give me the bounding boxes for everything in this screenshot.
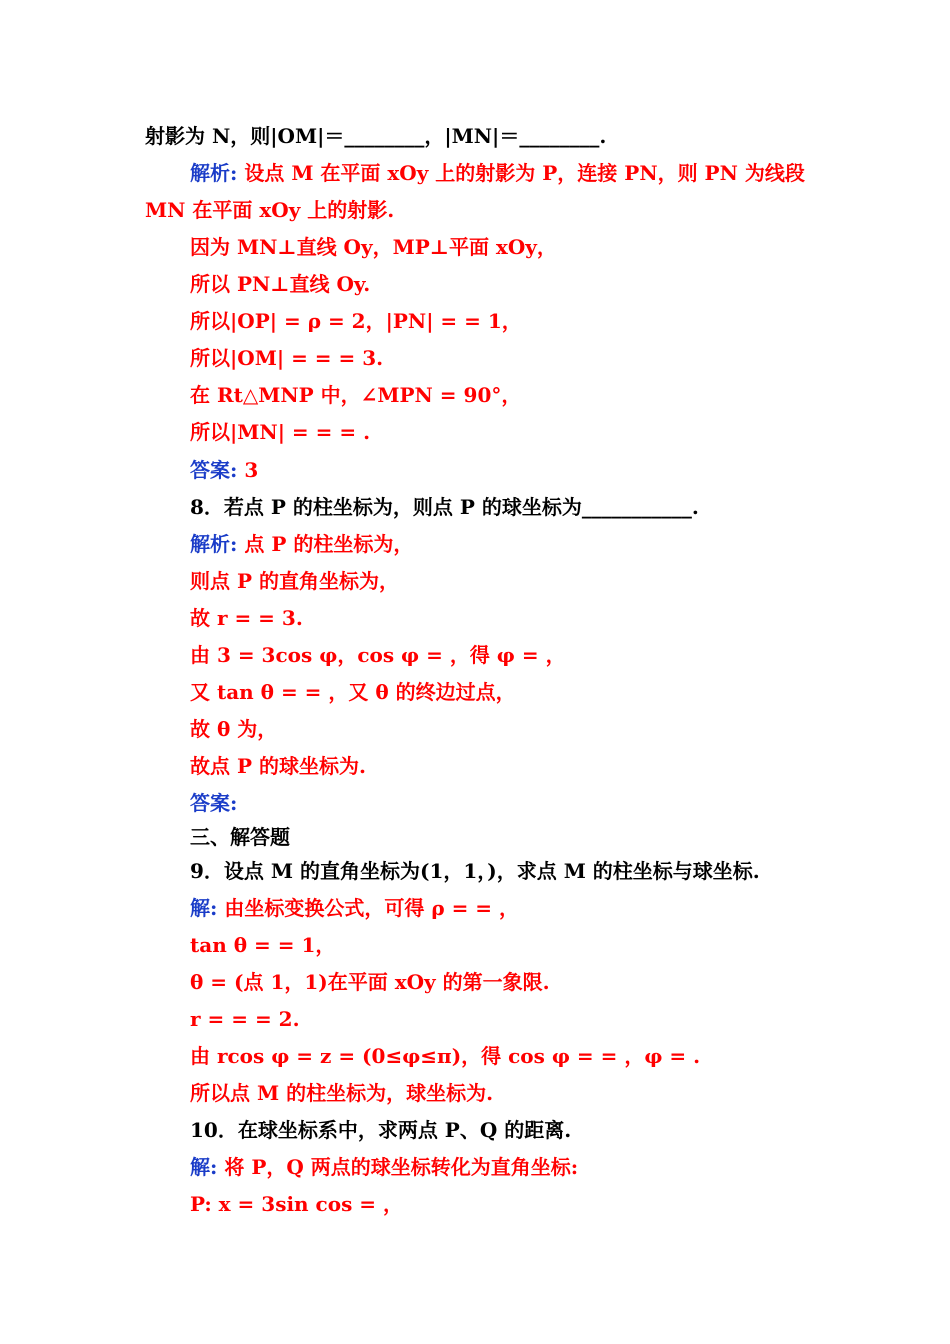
text-line-14: 故 r = = 3. [190, 606, 303, 630]
question-9: 9．设点 M 的直角坐标为(1，1，)，求点 M 的柱坐标与球坐标. [190, 859, 760, 883]
text-line-30: P: x = 3sin cos = ， [190, 1192, 404, 1216]
question-8: 8．若点 P 的柱坐标为，则点 P 的球坐标为___________. [190, 495, 699, 519]
text-line-5: 所以 PN⊥直线 Oy. [190, 272, 371, 296]
text-line-16: 又 tan θ = = ，又 θ 的终边过点， [190, 680, 516, 704]
text-line-10: 答案: 3 [190, 458, 259, 482]
text-line-22: 解: 由坐标变换公式，可得 ρ = = ， [190, 896, 520, 920]
section-heading: 三、解答题 [190, 825, 290, 849]
text-line-15: 由 3 = 3cos φ，cos φ = ，得 φ = ， [190, 643, 566, 667]
text-line-6: 所以|OP| = ρ = 2，|PN| = = 1， [190, 309, 522, 333]
text-line-24: θ = (点 1，1)在平面 xOy 的第一象限. [190, 970, 550, 994]
question-10: 10．在球坐标系中，求两点 P、Q 的距离. [190, 1118, 572, 1142]
text-line-18: 故点 P 的球坐标为. [190, 754, 366, 778]
text-line-25: r = = = 2. [190, 1007, 300, 1031]
answer-label: 答案: [190, 791, 238, 815]
text-line-3: MN 在平面 xOy 上的射影. [145, 198, 395, 222]
text-line-23: tan θ = = 1， [190, 933, 336, 957]
solution-label: 解: [190, 896, 218, 920]
analysis-label: 解析: [190, 532, 238, 556]
text-line-17: 故 θ 为， [190, 717, 278, 741]
text-line-29: 解: 将 P，Q 两点的球坐标转化为直角坐标: [190, 1155, 579, 1179]
text-line-2: 解析: 设点 M 在平面 xOy 上的射影为 P，连接 PN，则 PN 为线段 [190, 161, 805, 185]
text-line-27: 所以点 M 的柱坐标为，球坐标为. [190, 1081, 494, 1105]
text-line-1: 射影为 N，则|OM|＝________，|MN|＝________. [145, 124, 607, 148]
text-line-26: 由 rcos φ = z = (0≤φ≤π)，得 cos φ = = ，φ = . [190, 1044, 701, 1068]
text-line-8: 在 Rt△MNP 中，∠MPN = 90°， [190, 383, 522, 407]
answer-label: 答案: [190, 458, 238, 482]
text-line-13: 则点 P 的直角坐标为， [190, 569, 399, 593]
solution-label: 解: [190, 1155, 218, 1179]
text-line-12: 解析: 点 P 的柱坐标为， [190, 532, 414, 556]
text-line-4: 因为 MN⊥直线 Oy，MP⊥平面 xOy， [190, 235, 557, 259]
text-line-7: 所以|OM| = = = 3. [190, 346, 384, 370]
text-line-9: 所以|MN| = = = . [190, 420, 371, 444]
text-line-19 [190, 789, 237, 817]
analysis-label: 解析: [190, 161, 238, 185]
